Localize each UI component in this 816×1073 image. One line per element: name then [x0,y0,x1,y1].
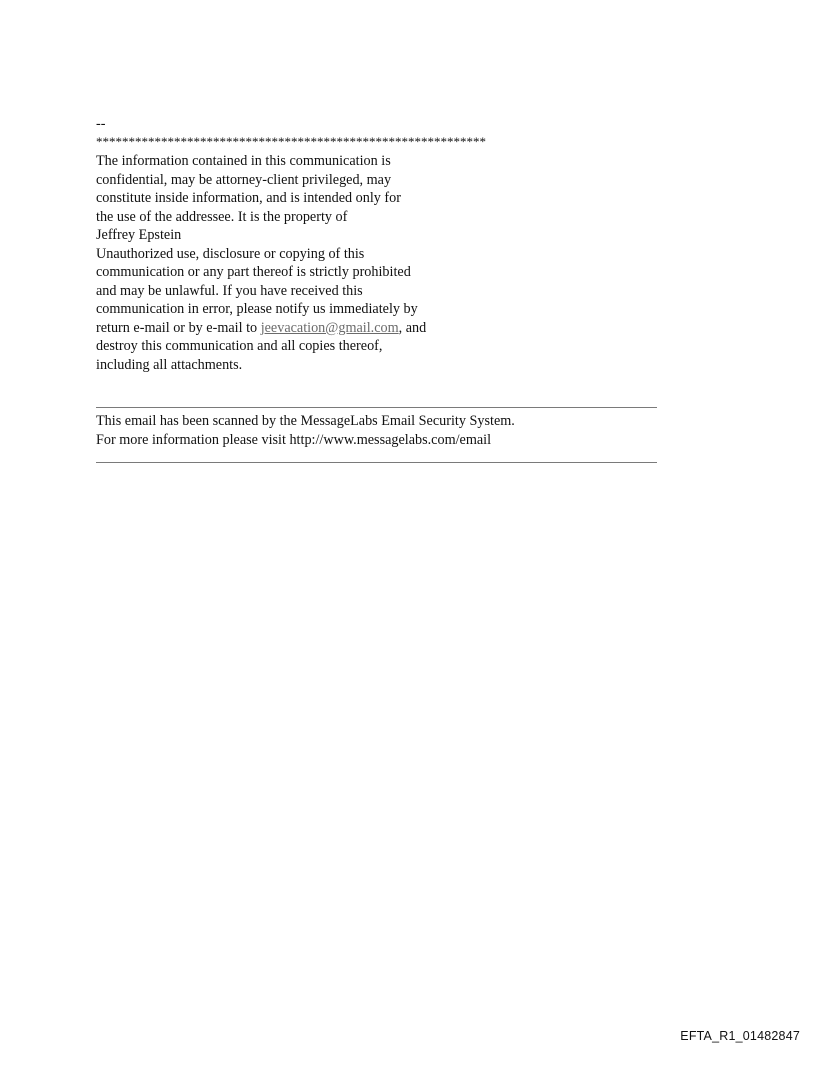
disclaimer-line: communication in error, please notify us immediately by [96,301,418,317]
document-id: EFTA_R1_01482847 [680,1029,800,1043]
confidentiality-disclaimer [96,152,676,374]
return-line-suffix: , and [398,319,427,336]
disclaimer-line: destroy this communication and all copies thereof, [96,338,383,354]
disclaimer-line: including all attachments. [96,356,243,373]
star-separator: ************************************************************ [96,134,486,149]
return-line-prefix: return e-mail or by e-mail to [96,319,261,336]
disclaimer-line: Jeffrey Epstein [96,227,182,243]
disclaimer-line: The information contained in this communication is [96,153,391,169]
disclaimer-line: the use of the addressee. It is the property of [96,208,348,225]
disclaimer-line: Unauthorized use, disclosure or copying of this [96,245,365,262]
disclaimer-line: constitute inside information, and is intended only for [96,190,401,206]
scan-notice-line: This email has been scanned by the MessageLabs Email Security System. [96,413,515,429]
scan-notice-line: For more information please visit http://www.messagelabs.com/email [96,431,492,448]
dash-separator: -- [96,116,106,132]
contact-email-link[interactable]: jeevacation@gmail.com [260,319,399,336]
disclaimer-line: communication or any part thereof is strictly prohibited [96,264,411,280]
disclaimer-line: and may be unlawful. If you have received this [96,282,363,299]
divider-bottom [96,462,657,463]
scan-notice [96,412,696,449]
disclaimer-return-line [96,319,676,338]
email-signature-block [96,115,676,374]
divider-top [96,407,657,408]
disclaimer-line: confidential, may be attorney-client privileged, may [96,171,392,188]
